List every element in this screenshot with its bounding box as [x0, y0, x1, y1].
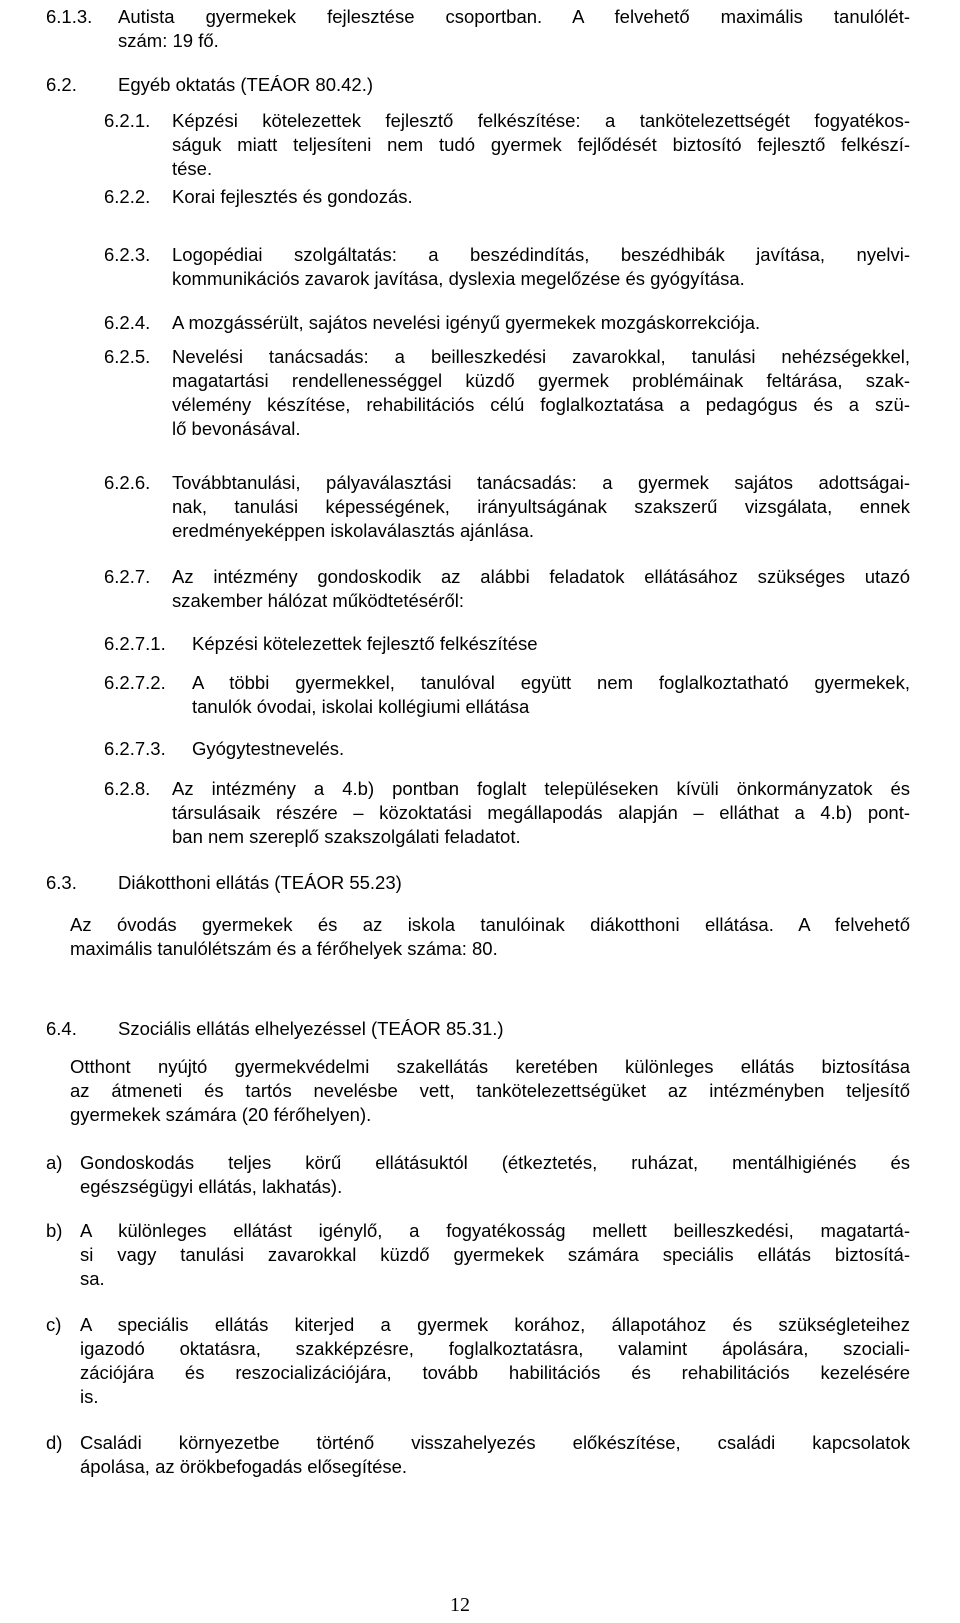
- paragraph-line: sa.: [80, 1268, 105, 1289]
- section-number: 6.3.: [46, 872, 77, 893]
- section-number: c): [46, 1314, 62, 1335]
- paragraph-line: maximális tanulólétszám és a férőhelyek száma: 80.: [70, 938, 498, 959]
- section-number: 6.2.4.: [104, 312, 151, 333]
- paragraph-line: az átmeneti és tartós nevelésbe vett, tankötelezettségüket az intézményben teljesítő: [70, 1080, 910, 1101]
- section-number: 6.2.5.: [104, 346, 151, 367]
- paragraph-line: kommunikációs zavarok javítása, dyslexia megelőzése és gyógyítása.: [172, 268, 745, 289]
- paragraph-line: Az intézmény gondoskodik az alábbi feladatok ellátásához szükséges utazó: [172, 566, 910, 587]
- paragraph-line: eredményeképpen iskolaválasztás ajánlása.: [172, 520, 534, 541]
- paragraph-line: si vagy tanulási zavarokkal küzdő gyermekek számára speciális ellátás biztosítá-: [80, 1244, 910, 1265]
- paragraph-line: zációjára és reszocializációjára, tovább habilitációs és rehabilitációs kezelésére: [80, 1362, 910, 1383]
- section-number: a): [46, 1152, 63, 1173]
- paragraph-line: Képzési kötelezettek fejlesztő felkészítése: a tankötelezettségét fogyatékos-: [172, 110, 910, 131]
- paragraph-line: Nevelési tanácsadás: a beilleszkedési zavarokkal, tanulási nehézségekkel,: [172, 346, 910, 367]
- paragraph-line: Képzési kötelezettek fejlesztő felkészítése: [192, 633, 538, 654]
- section-number: 6.2.6.: [104, 472, 151, 493]
- paragraph-line: vélemény készítése, rehabilitációs célú foglalkoztatása a pedagógus és a szü-: [172, 394, 910, 415]
- paragraph-line: A különleges ellátást igénylő, a fogyatékosság mellett beilleszkedési, magatartá-: [80, 1220, 910, 1241]
- paragraph-line: Diákotthoni ellátás (TEÁOR 55.23): [118, 872, 402, 893]
- paragraph-line: szakember hálózat működtetéséről:: [172, 590, 465, 611]
- paragraph-line: Autista gyermekek fejlesztése csoportban. A felvehető maximális tanulólét-: [118, 6, 910, 27]
- section-number: b): [46, 1220, 63, 1241]
- paragraph-line: nak, tanulási képességének, irányultságának szakszerű vizsgálata, ennek: [172, 496, 910, 517]
- paragraph-line: gyermekek számára (20 férőhelyen).: [70, 1104, 372, 1125]
- paragraph-line: szám: 19 fő.: [118, 30, 219, 51]
- paragraph-line: Korai fejlesztés és gondozás.: [172, 186, 413, 207]
- section-number: 6.2.3.: [104, 244, 151, 265]
- paragraph-line: Gondoskodás teljes körű ellátásuktól (étkeztetés, ruházat, mentálhigiénés és: [80, 1152, 910, 1173]
- paragraph-line: ban nem szereplő szakszolgálati feladatot.: [172, 826, 521, 847]
- section-number: 6.4.: [46, 1018, 77, 1039]
- paragraph-line: ápolása, az örökbefogadás elősegítése.: [80, 1456, 408, 1477]
- paragraph-line: ságuk miatt teljesíteni nem tudó gyermek fejlődését biztosító fejlesztő felkészí-: [172, 134, 910, 155]
- paragraph-line: Szociális ellátás elhelyezéssel (TEÁOR 85.31.): [118, 1018, 504, 1039]
- paragraph-line: Az óvodás gyermekek és az iskola tanulóinak diákotthoni ellátása. A felvehető: [70, 914, 910, 935]
- section-number: d): [46, 1432, 63, 1453]
- paragraph-line: lő bevonásával.: [172, 418, 301, 439]
- paragraph-line: Egyéb oktatás (TEÁOR 80.42.): [118, 74, 374, 95]
- section-number: 6.2.8.: [104, 778, 151, 799]
- page-number: 12: [450, 1594, 470, 1616]
- paragraph-line: is.: [80, 1386, 99, 1407]
- section-number: 6.2.7.: [104, 566, 151, 587]
- section-number: 6.2.2.: [104, 186, 151, 207]
- section-number: 6.2.7.1.: [104, 633, 166, 654]
- section-number: 6.2.1.: [104, 110, 151, 131]
- paragraph-line: A többi gyermekkel, tanulóval együtt nem foglalkoztatható gyermekek,: [192, 672, 910, 693]
- paragraph-line: magatartási rendellenességgel küzdő gyermek problémáinak feltárása, szak-: [172, 370, 910, 391]
- paragraph-line: Otthont nyújtó gyermekvédelmi szakellátás keretében különleges ellátás biztosítása: [70, 1056, 910, 1077]
- paragraph-line: igazodó oktatásra, szakképzésre, foglalkoztatásra, valamint ápolására, szociali-: [80, 1338, 910, 1359]
- paragraph-line: Családi környezetbe történő visszahelyezés előkészítése, családi kapcsolatok: [80, 1432, 910, 1453]
- paragraph-line: Az intézmény a 4.b) pontban foglalt településeken kívüli önkormányzatok és: [172, 778, 910, 799]
- paragraph-line: Gyógytestnevelés.: [192, 738, 345, 759]
- paragraph-line: egészségügyi ellátás, lakhatás).: [80, 1176, 343, 1197]
- paragraph-line: A speciális ellátás kiterjed a gyermek korához, állapotához és szükségleteihez: [80, 1314, 910, 1335]
- paragraph-line: Logopédiai szolgáltatás: a beszédindítás, beszédhibák javítása, nyelvi-: [172, 244, 910, 265]
- paragraph-line: tanulók óvodai, iskolai kollégiumi ellátása: [192, 696, 530, 717]
- section-number: 6.2.7.2.: [104, 672, 166, 693]
- section-number: 6.2.: [46, 74, 77, 95]
- paragraph-line: tése.: [172, 158, 213, 179]
- paragraph-line: társulásaik részére – közoktatási megállapodás alapján – elláthat a 4.b) pont-: [172, 802, 910, 823]
- paragraph-line: A mozgássérült, sajátos nevelési igényű gyermekek mozgáskorrekciója.: [172, 312, 761, 333]
- paragraph-line: Továbbtanulási, pályaválasztási tanácsadás: a gyermek sajátos adottságai-: [172, 472, 910, 493]
- section-number: 6.2.7.3.: [104, 738, 166, 759]
- section-number: 6.1.3.: [46, 6, 93, 27]
